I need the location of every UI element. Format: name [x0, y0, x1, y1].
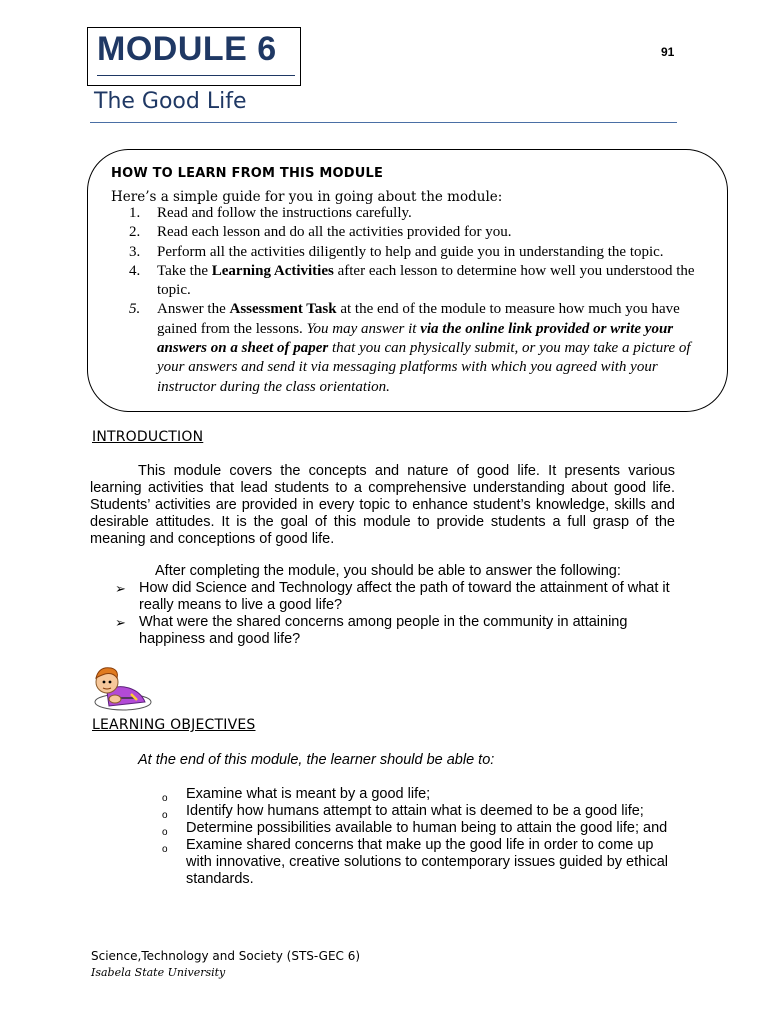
circle-bullet-icon: o	[162, 844, 168, 855]
objectives-list	[162, 786, 677, 888]
question-item	[115, 580, 685, 614]
guide-item-italic: You may answer it	[306, 320, 421, 337]
question-text: How did Science and Technology affect the path of toward the attainment of what it really means to live a good life?	[139, 580, 670, 613]
introduction-heading: INTRODUCTION	[92, 429, 204, 445]
circle-bullet-icon: o	[162, 810, 168, 821]
questions-intro: After completing the module, you should be able to answer the following:	[155, 563, 621, 579]
objective-item	[162, 803, 677, 820]
guide-item-number: 4.	[129, 262, 141, 279]
objective-item	[162, 837, 677, 888]
guide-item-emphasis: Learning Activities	[211, 262, 334, 279]
arrow-bullet-icon: ➢	[115, 615, 126, 630]
question-item	[115, 614, 685, 648]
footer-university: Isabela State University	[91, 966, 226, 979]
guide-item	[129, 223, 707, 242]
circle-bullet-icon: o	[162, 827, 168, 838]
guide-item-text: Read each lesson and do all the activities provided for you.	[157, 224, 512, 241]
objectives-heading: LEARNING OBJECTIVES	[92, 717, 256, 733]
guide-item-bold-italic: via the online link provided or write your answers on a sheet of paper	[157, 320, 674, 357]
guide-item-text: Read and follow the instructions carefully.	[157, 205, 412, 221]
objective-text: Examine what is meant by a good life;	[186, 786, 431, 802]
guide-item-number: 2.	[129, 224, 141, 241]
guide-item-number: 3.	[129, 243, 141, 260]
guide-heading: HOW TO LEARN FROM THIS MODULE	[111, 166, 384, 181]
guide-item	[129, 300, 707, 396]
objective-item	[162, 820, 677, 837]
page-subtitle: The Good Life	[94, 89, 247, 114]
guide-item	[129, 204, 707, 223]
objective-text: Identify how humans attempt to attain what is deemed to be a good life;	[186, 803, 644, 819]
guide-item-text: at the end of the module to measure how much you have gained from the lessons.	[157, 301, 680, 337]
guide-item-italic: that you can physically submit, or you may take a picture of your answers and send it via messaging platforms with which you agreed with your instructor during the class orientation.	[157, 340, 691, 395]
guide-item-number: 1.	[129, 205, 141, 221]
arrow-bullet-icon: ➢	[115, 581, 126, 596]
objective-text: Examine shared concerns that make up the good life in order to come up with innovative, creative solutions to contemporary issues guided by ethical standards.	[186, 837, 668, 887]
header-divider	[90, 122, 677, 123]
objective-item	[162, 786, 677, 803]
question-list	[115, 580, 685, 648]
module-title: MODULE 6	[97, 30, 277, 68]
objectives-intro: At the end of this module, the learner should be able to:	[138, 752, 495, 768]
circle-bullet-icon: o	[162, 793, 168, 804]
guide-list	[129, 204, 707, 397]
guide-item-text: after each lesson to determine how well you understood the topic.	[157, 262, 695, 299]
question-text: What were the shared concerns among people in the community in attaining happiness and good life?	[139, 614, 628, 647]
introduction-paragraph: This module covers the concepts and nature of good life. It presents various learning activities that lead students to a comprehensive understanding about good life. Students’ activities are provided in every topic to enhance student’s knowledge, skills and desirable attitudes. It is the goal of this module to provide students a full grasp of the meaning and conceptions of good life.	[90, 463, 675, 547]
guide-item-number: 5.	[129, 301, 141, 318]
guide-item-emphasis: Assessment Task	[229, 301, 337, 318]
page-number: 91	[661, 45, 675, 59]
guide-item	[129, 262, 707, 301]
objective-text: Determine possibilities available to human being to attain the good life; and	[186, 820, 668, 836]
guide-intro: Here’s a simple guide for you in going about the module:	[111, 189, 503, 205]
guide-item-text: Answer the	[157, 301, 230, 318]
guide-item-text: Perform all the activities diligently to help and guide you in understanding the topic.	[157, 243, 664, 260]
footer-course: Science,Technology and Society (STS-GEC 6)	[91, 949, 361, 963]
student-writing-icon	[85, 658, 155, 716]
guide-item-text: Take the	[157, 262, 212, 279]
module-title-underline	[97, 75, 295, 76]
guide-item	[129, 243, 707, 262]
